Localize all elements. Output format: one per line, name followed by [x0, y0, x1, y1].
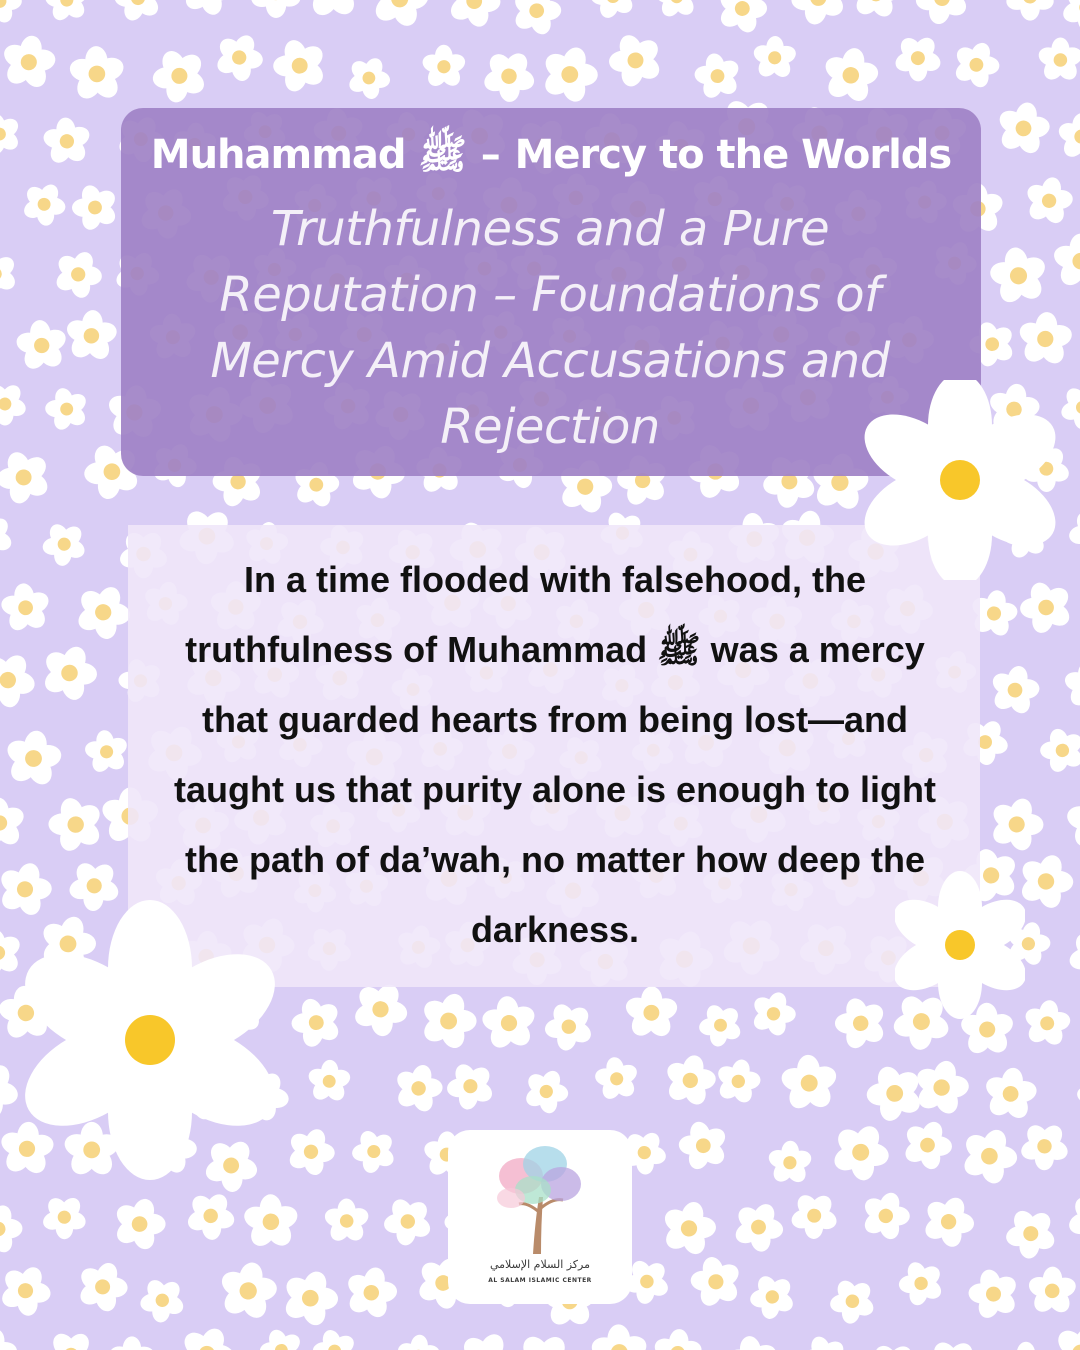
body-text: In a time flooded with falsehood, the truthfulness of Muhammad ﷺ was a mercy that guarded hearts from being lost—and taught us that purity alone is enough to light the path of da’wah, no matter how deep the darkness.	[174, 559, 936, 950]
tree-icon	[483, 1142, 597, 1258]
big-daisy-icon	[860, 380, 1060, 580]
logo-english-name: AL SALAM ISLAMIC CENTER	[488, 1277, 592, 1284]
big-daisy-icon	[895, 870, 1025, 1020]
post-subtitle: Truthfulness and a Pure Reputation – Foundations of Mercy Amid Accusations and Rejection	[210, 201, 890, 455]
big-daisy-icon	[15, 900, 285, 1180]
logo-arabic-name: مركز السلام الإسلامي	[489, 1258, 591, 1271]
series-title: Muhammad ﷺ – Mercy to the Worlds	[150, 132, 952, 178]
